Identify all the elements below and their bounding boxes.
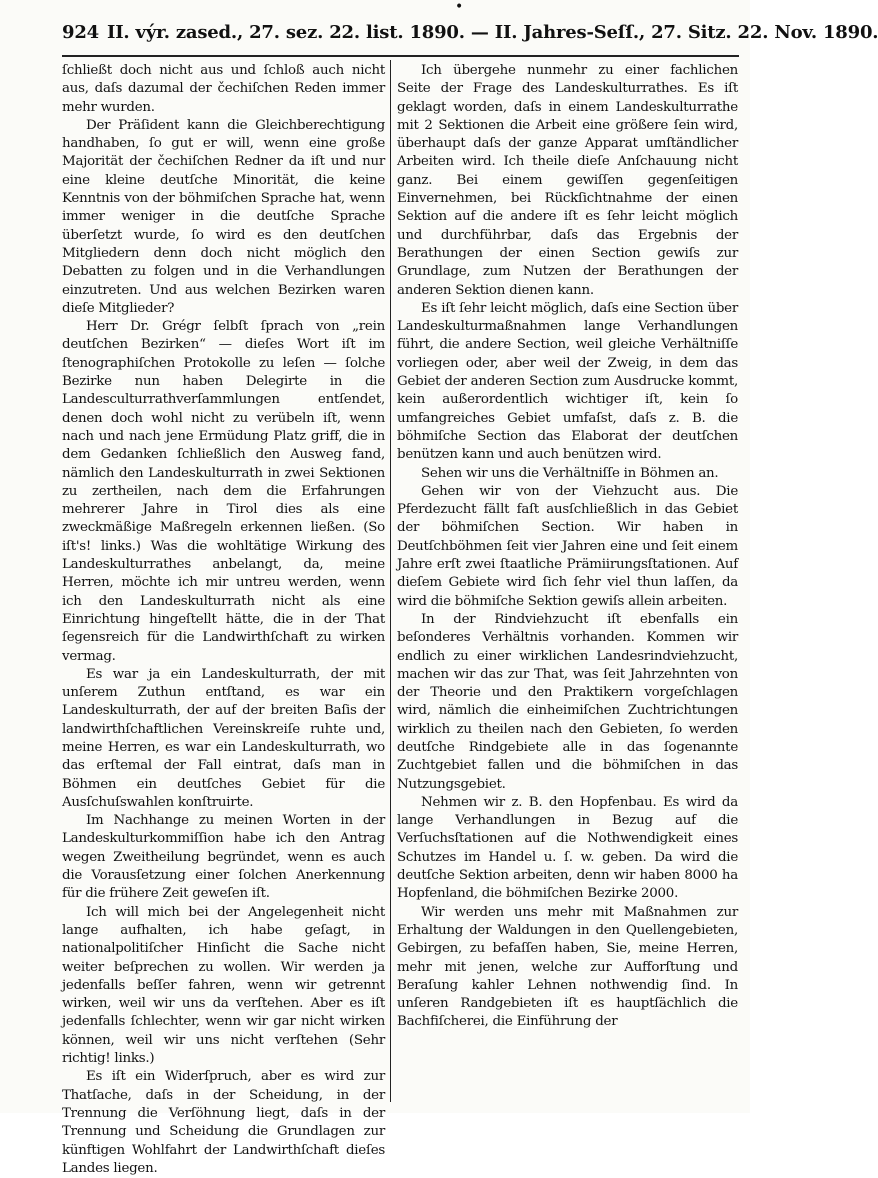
paragraph: Ich will mich bei der Angelegenheit nicht lange aufhalten, ich habe geſagt, in nationalpolitiſcher Hinſicht die Sache nicht weiter beſprechen zu wollen. Wir werden ja jedenfalls beſſer fahren, wenn wir getrennt wirken, weil wir uns da verſtehen. Aber es iſt jedenfalls ſchlechter, wenn wir gar nicht wirken können, weil wir uns nicht verſtehen (Sehr richtig! links.)	[62, 904, 385, 1067]
page-number: 924	[62, 22, 99, 43]
paragraph: Herr Dr. Grégr ſelbſt ſprach von „rein deutſchen Bezirken“ — dieſes Wort iſt im ſtenographiſchen Protokolle zu leſen — ſolche Bezirke nun haben Delegirte in die Landesculturrathverſammlungen entſendet, denen doch wohl nicht zu verübeln iſt, wenn nach und nach jene Ermüdung Platz griff, die in dem Gedanken ſchließlich den Ausweg fand, nämlich den Landeskulturrath in zwei Sektionen zu zertheilen, nach dem die Erfahrungen mehrerer Jahre in Tirol dies als eine zweckmäßige Maßregeln erkennen ließen. (So iſt's! links.) Was die wohltätige Wirkung des Landeskulturrathes anbelangt, da, meine Herren, möchte ich mir untreu werden, wenn ich den Landeskulturrath nicht als eine Einrichtung hingeſtellt hätte, die in der That ſegensreich für die Landwirthſchaft zu wirken vermag.	[62, 319, 385, 664]
paragraph: Nehmen wir z. B. den Hopfenbau. Es wird da lange Verhandlungen in Bezug auf die Verſuchsſtationen auf die Nothwendigkeit eines Schutzes im Handel u. ſ. w. geben. Da wird die deutſche Sektion arbeiten, denn wir haben 8000 ha Hopfenland, die böhmiſchen Bezirke 2000.	[397, 794, 738, 902]
paragraph: Im Nachhange zu meinen Worten in der Landeskulturkommiſſion habe ich den Antrag wegen Zweitheilung begründet, wenn es auch die Vorausſetzung einer ſolchen Anerkennung für die frühere Zeit geweſen iſt.	[62, 813, 385, 902]
paragraph: Es iſt ſehr leicht möglich, daſs eine Section über Landeskulturmaßnahmen lange Verhandlungen führt, die andere Section, weil gleiche Verhältniſſe vorliegen oder, aber weil der Zweig, in dem das Gebiet der anderen Section zum Ausdrucke kommt, kein außerordentlich wichtiger iſt, kein ſo umfangreiches Gebiet umfaſst, daſs z. B. die böhmiſche Section das Elaborat der deutſchen benützen kann und auch benützen wird.	[397, 300, 738, 463]
header-rule	[62, 55, 739, 57]
column-divider	[390, 60, 391, 1102]
page-header	[62, 18, 878, 48]
paragraph: Es iſt ein Widerſpruch, aber es wird zur Thatſache, daſs in der Scheidung, in der Trennung die Verſöhnung liegt, daſs in der Trennung und Scheidung die Grundlagen zur künftigen Wohlfahrt der Landwirthſchaft dieſes Landes liegen.	[62, 1069, 385, 1176]
paragraph: Gehen wir von der Viehzucht aus. Die Pferdezucht fällt faſt ausſchließlich in das Gebiet der böhmiſchen Section. Wir haben in Deutſchböhmen ſeit vier Jahren eine und ſeit einem Jahre erſt zwei ſtaatliche Prämiirungsſtationen. Auf dieſem Gebiete wird ſich ſehr viel thun laſſen, da wird die böhmiſche Sektion gewiſs allein arbeiten.	[397, 483, 738, 609]
left-column	[62, 62, 385, 1176]
paragraph: Wir werden uns mehr mit Maßnahmen zur Erhaltung der Waldungen in den Quellengebieten, Gebirgen, zu befaſſen haben, Sie, meine Herren, mehr mit jenen, welche zur Aufforſtung und Beraſung kahler Lehnen nothwendig ſind. In unſeren Randgebieten iſt es hauptſächlich die Bachfiſcherei, die Einführung der	[397, 904, 738, 1030]
paragraph: Der Präſident kann die Gleichberechtigung handhaben, ſo gut er will, wenn eine große Majorität der čechiſchen Redner da iſt und nur eine kleine deutſche Minorität, die keine Kenntnis von der böhmiſchen Sprache hat, wenn immer weniger in die deutſche Sprache überſetzt wurde, ſo wird es den deutſchen Mitgliedern denn doch nicht möglich den Debatten zu folgen und in die Verhandlungen einzutreten. Und aus welchen Bezirken waren dieſe Mitglieder?	[62, 117, 385, 316]
paragraph: Es war ja ein Landeskulturrath, der mit unſerem Zuthun entſtand, es war ein Landeskulturrath, der auf der breiten Baſis der landwirthſchaftlichen Vereinskreiſe ruhte und, meine Herren, es war ein Landeskulturrath, wo das erſtemal der Fall eintrat, daſs man in Böhmen ein deutſches Gebiet für die Ausſchuſswahlen konſtruirte.	[62, 666, 385, 810]
header-text: II. výr. zased., 27. sez. 22. list. 1890. — II. Jahres-Seſſ., 27. Sitz. 22. Nov. 1890.	[106, 22, 878, 43]
scan-mark: •	[455, 0, 464, 15]
paragraph: ſchließt doch nicht aus und ſchloß auch nicht aus, daſs dazumal der čechiſchen Reden immer mehr wurden.	[62, 63, 385, 115]
paragraph: Ich übergehe nunmehr zu einer fachlichen Seite der Frage des Landeskulturrathes. Es iſt geklagt worden, daſs in einem Landeskulturrathe mit 2 Sektionen die Arbeit eine größere ſein wird, überhaupt daſs der ganze Apparat umſtändlicher Arbeiten wird. Ich theile dieſe Anſchauung nicht ganz. Bei einem gewiſſen gegenſeitigen Einvernehmen, bei Rückſichtnahme der einen Sektion auf die andere iſt es ſehr leicht möglich und durchführbar, daſs das Ergebnis der Berathungen der einen Section gewiſs zur Grundlage, zum Nutzen der Berathungen der anderen Sektion dienen kann.	[397, 63, 738, 298]
right-column	[397, 62, 738, 1107]
paragraph: In der Rindviehzucht iſt ebenfalls ein beſonderes Verhältnis vorhanden. Kommen wir endlich zu einer wirklichen Landesrindviehzucht, machen wir das zur That, was ſeit Jahrzehnten von der Theorie und den Praktikern vorgeſchlagen wird, nämlich die einheimiſchen Zuchtrichtungen wirklich zu theilen nach den Gebieten, ſo werden deutſche Rindgebiete alle in das ſogenannte Zuchtgebiet fallen und die böhmiſchen in das Nutzungsgebiet.	[397, 611, 738, 792]
paragraph: Sehen wir uns die Verhältniſſe in Böhmen an.	[421, 465, 719, 481]
